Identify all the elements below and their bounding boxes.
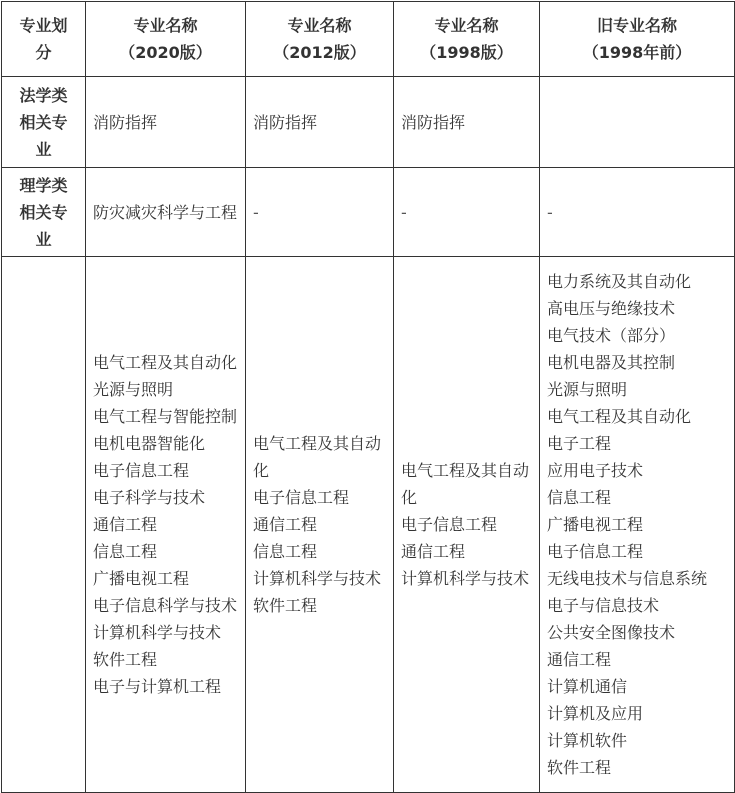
- major-item: 电气工程及其自动化: [253, 434, 382, 480]
- major-item: 电气工程与智能控制: [93, 407, 238, 426]
- major-item: 通信工程: [401, 542, 466, 561]
- major-item: 高电压与绝缘技术: [547, 299, 676, 318]
- major-item: 电气工程及其自动化: [93, 353, 238, 372]
- cell-1998: [394, 77, 540, 168]
- header-line: （1998年前）: [582, 43, 692, 62]
- header-line: 分: [35, 43, 52, 62]
- header-line: 旧专业名称: [596, 16, 677, 35]
- cell-1998: [394, 168, 540, 257]
- major-item: 通信工程: [253, 515, 318, 534]
- major-item: 广播电视工程: [547, 515, 644, 534]
- header-line: （2020版）: [119, 43, 212, 62]
- cell-pre-1998: [540, 77, 735, 168]
- header-line: 专业划: [19, 16, 68, 35]
- category-cell: [2, 257, 86, 793]
- major-item: 电子信息工程: [401, 515, 498, 534]
- header-line: 专业名称: [287, 16, 352, 35]
- major-item: 软件工程: [93, 650, 158, 669]
- major-item: 电子与信息技术: [547, 596, 660, 615]
- category-line: 相关专: [19, 202, 68, 222]
- empty-dash: -: [547, 202, 553, 222]
- empty-dash: -: [253, 202, 259, 222]
- category-line: 业: [35, 139, 52, 159]
- major-item: 广播电视工程: [93, 569, 190, 588]
- major-item: 计算机软件: [547, 731, 628, 750]
- major-item: 计算机及应用: [547, 704, 644, 723]
- major-item: 光源与照明: [93, 380, 174, 399]
- major-item: 电子科学与技术: [93, 488, 206, 507]
- major-item: 电气技术（部分）: [547, 326, 676, 345]
- empty-dash: -: [401, 202, 407, 222]
- header-line: 专业名称: [133, 16, 198, 35]
- category-line: 理学类: [19, 175, 68, 195]
- major-item: 通信工程: [93, 515, 158, 534]
- major-item: 电子与计算机工程: [93, 677, 222, 696]
- header-2012: [246, 2, 394, 77]
- major-item: 电力系统及其自动化: [547, 272, 692, 291]
- cell-pre-1998: [540, 257, 735, 793]
- major-item: 计算机通信: [547, 677, 628, 696]
- cell-2012: [246, 257, 394, 793]
- header-row: [2, 2, 735, 77]
- cell-2012: [246, 77, 394, 168]
- major-item: 电机电器及其控制: [547, 353, 676, 372]
- category-line: 业: [35, 229, 52, 249]
- header-pre-1998: [540, 2, 735, 77]
- major-item: 通信工程: [547, 650, 612, 669]
- category-cell: [2, 77, 86, 168]
- major-item: 应用电子技术: [547, 461, 644, 480]
- header-category: [2, 2, 86, 77]
- major-item: 电机电器智能化: [93, 434, 206, 453]
- major-item: 计算机科学与技术: [93, 623, 222, 642]
- major-item: 消防指挥: [253, 112, 318, 132]
- major-item: 消防指挥: [93, 112, 158, 132]
- major-item: 电气工程及其自动化: [547, 407, 692, 426]
- major-item: 电气工程及其自动化: [401, 461, 530, 507]
- header-1998: [394, 2, 540, 77]
- major-item: 电子信息工程: [93, 461, 190, 480]
- category-cell: [2, 168, 86, 257]
- major-item: 信息工程: [547, 488, 612, 507]
- table-row: [2, 168, 735, 257]
- cell-2012: [246, 168, 394, 257]
- table-row: [2, 77, 735, 168]
- header-line: （1998版）: [420, 43, 513, 62]
- major-item: 消防指挥: [401, 112, 466, 132]
- header-line: （2012版）: [273, 43, 366, 62]
- major-item: 软件工程: [253, 596, 318, 615]
- major-item: 光源与照明: [547, 380, 628, 399]
- major-item: 电子工程: [547, 434, 612, 453]
- cell-1998: [394, 257, 540, 793]
- category-line: 相关专: [19, 112, 68, 132]
- major-item: 无线电技术与信息系统: [547, 569, 708, 588]
- major-item: 防灾减灾科学与工程: [93, 202, 238, 222]
- major-item: 电子信息科学与技术: [93, 596, 238, 615]
- major-item: 信息工程: [93, 542, 158, 561]
- cell-2020: [86, 77, 246, 168]
- cell-2020: [86, 168, 246, 257]
- major-item: 信息工程: [253, 542, 318, 561]
- cell-pre-1998: [540, 168, 735, 257]
- header-line: 专业名称: [434, 16, 499, 35]
- category-line: 法学类: [19, 85, 68, 105]
- major-item: 计算机科学与技术: [401, 569, 530, 588]
- major-item: 电子信息工程: [547, 542, 644, 561]
- major-item: 电子信息工程: [253, 488, 350, 507]
- major-item: 计算机科学与技术: [253, 569, 382, 588]
- cell-2020: [86, 257, 246, 793]
- header-2020: [86, 2, 246, 77]
- major-item: 公共安全图像技术: [547, 623, 676, 642]
- table-row: [2, 257, 735, 793]
- major-comparison-table: [1, 1, 735, 793]
- major-item: 软件工程: [547, 758, 612, 777]
